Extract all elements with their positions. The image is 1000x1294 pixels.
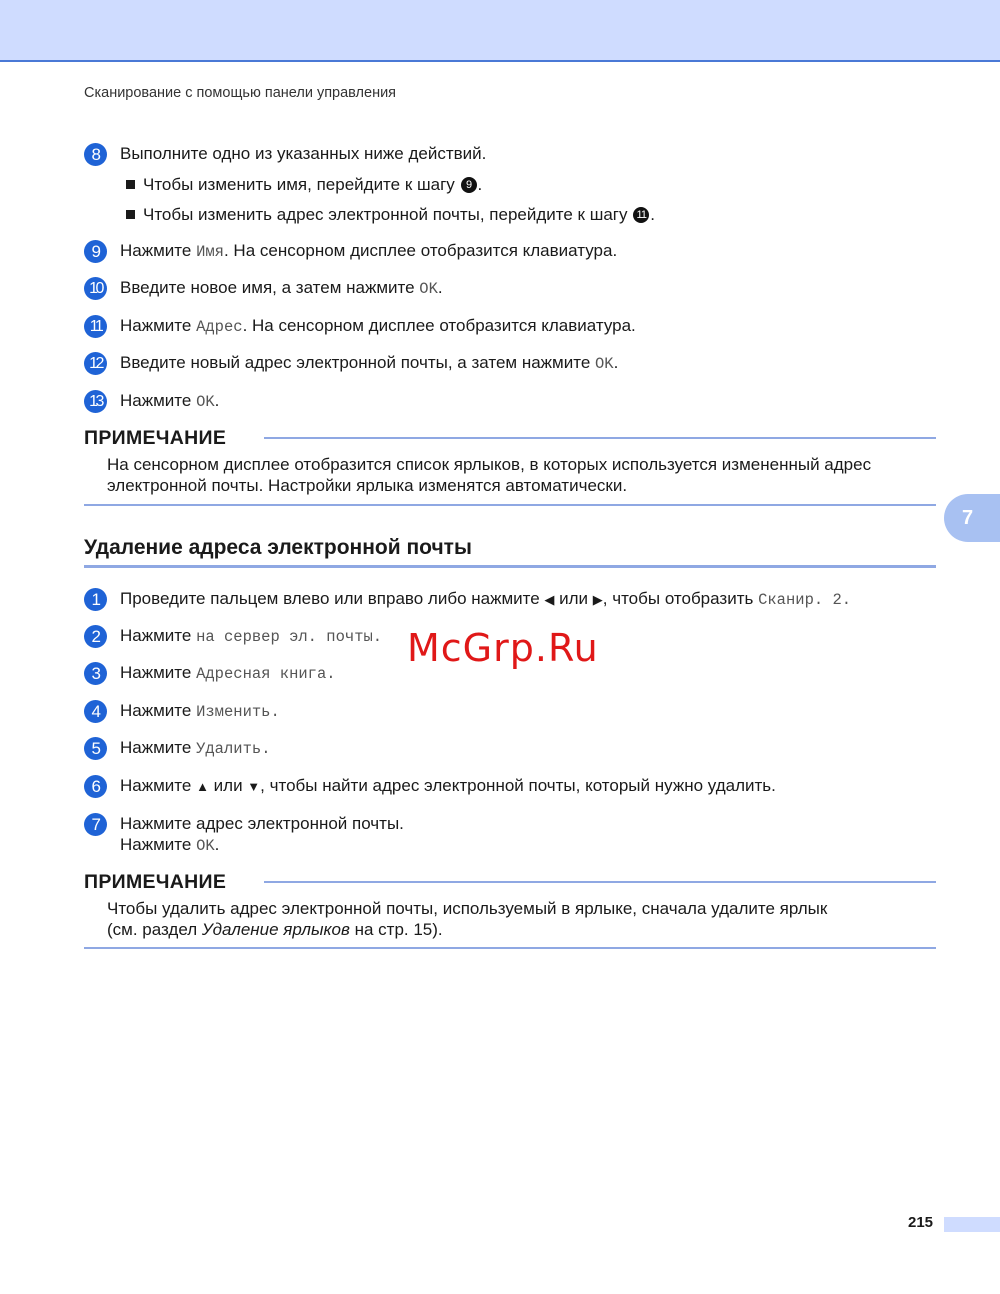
step-2: 2 Нажмите на сервер эл. почты.: [84, 625, 382, 648]
step-number: 9: [84, 240, 107, 263]
step-number: 3: [84, 662, 107, 685]
ui-label: Изменить: [196, 703, 271, 721]
right-arrow-icon: ▶: [592, 592, 603, 607]
watermark-logo: McGrp.Ru: [407, 626, 599, 670]
step-number: 5: [84, 737, 107, 760]
chapter-tab: 7: [944, 494, 1000, 542]
step-7: 7 Нажмите адрес электронной почты. Нажмите OK.: [84, 813, 404, 857]
note-title: ПРИМЕЧАНИЕ: [84, 871, 227, 893]
header-band: [0, 0, 1000, 60]
note-bottom-rule: [84, 947, 936, 949]
step-5: 5 Нажмите Удалить.: [84, 737, 271, 760]
step-8: [84, 143, 486, 166]
section-rule: [84, 565, 936, 568]
page-number: 215: [908, 1214, 934, 1231]
step-number: 4: [84, 700, 107, 723]
step-10: 10 Введите новое имя, а затем нажмите OK.: [84, 277, 443, 300]
step-ref-badge: 9: [461, 177, 477, 193]
note-text: Чтобы удалить адрес электронной почты, используемый в ярлыке, сначала удалите ярлык (см. раздел Удаление ярлыков на стр. 15).: [107, 899, 828, 939]
footer-bar: [944, 1217, 1000, 1232]
ui-label: на сервер эл. почты: [196, 628, 373, 646]
step-6: 6 Нажмите ▲ или ▼, чтобы найти адрес электронной почты, который нужно удалить.: [84, 775, 776, 798]
step-4: 4 Нажмите Изменить.: [84, 700, 280, 723]
step-9: 9 Нажмите Имя. На сенсорном дисплее отобразится клавиатура.: [84, 240, 617, 263]
step-number: 7: [84, 813, 107, 836]
step-text: Выполните одно из указанных ниже действий.: [120, 144, 487, 163]
note-title: ПРИМЕЧАНИЕ: [84, 427, 227, 449]
step-12: 12 Введите новый адрес электронной почты, а затем нажмите OK.: [84, 352, 618, 375]
note-bottom-rule: [84, 504, 936, 506]
step-number: 13: [84, 390, 107, 413]
bullet-square-icon: [126, 210, 135, 219]
step-number: 12: [84, 352, 107, 375]
running-header: Сканирование с помощью панели управления: [84, 85, 397, 101]
ui-label: OK: [595, 355, 614, 373]
step-11: 11 Нажмите Адрес. На сенсорном дисплее отобразится клавиатура.: [84, 315, 636, 338]
note-rule: [264, 437, 936, 439]
step-number: 10: [84, 277, 107, 300]
note-text: На сенсорном дисплее отобразится список ярлыков, в которых используется измененный адрес электронной почты. Настройки ярлыка изменятся автоматически.: [107, 455, 872, 495]
step-number: 2: [84, 625, 107, 648]
step-1: 1 Проведите пальцем влево или вправо либо нажмите ◀ или ▶, чтобы отобразить Сканир. 2.: [84, 588, 851, 611]
ui-label: Адресная книга: [196, 665, 327, 683]
cross-reference-link[interactable]: Удаление ярлыков: [201, 920, 350, 939]
bullet-square-icon: [126, 180, 135, 189]
down-arrow-icon: ▼: [247, 779, 261, 794]
ui-label: OK: [196, 837, 215, 855]
ui-label: Адрес: [196, 318, 243, 336]
step-number: 1: [84, 588, 107, 611]
bullet-item: Чтобы изменить имя, перейдите к шагу 9 .: [126, 174, 482, 195]
ui-label: Сканир. 2: [758, 591, 842, 609]
step-number: 6: [84, 775, 107, 798]
note-rule: [264, 881, 936, 883]
step-ref-badge: 11: [633, 207, 649, 223]
section-title: Удаление адреса электронной почты: [84, 536, 472, 559]
ui-label: Имя: [196, 243, 224, 261]
step-13: 13 Нажмите OK.: [84, 390, 219, 413]
ui-label: Удалить: [196, 740, 262, 758]
header-rule: [0, 60, 1000, 62]
left-arrow-icon: ◀: [544, 592, 555, 607]
ui-label: OK: [419, 280, 438, 298]
step-number: 8: [84, 143, 107, 166]
up-arrow-icon: ▲: [196, 779, 209, 794]
ui-label: OK: [196, 393, 215, 411]
step-number: 11: [84, 315, 107, 338]
step-3: 3 Нажмите Адресная книга.: [84, 662, 336, 685]
bullet-item: Чтобы изменить адрес электронной почты, перейдите к шагу 11 .: [126, 204, 655, 225]
